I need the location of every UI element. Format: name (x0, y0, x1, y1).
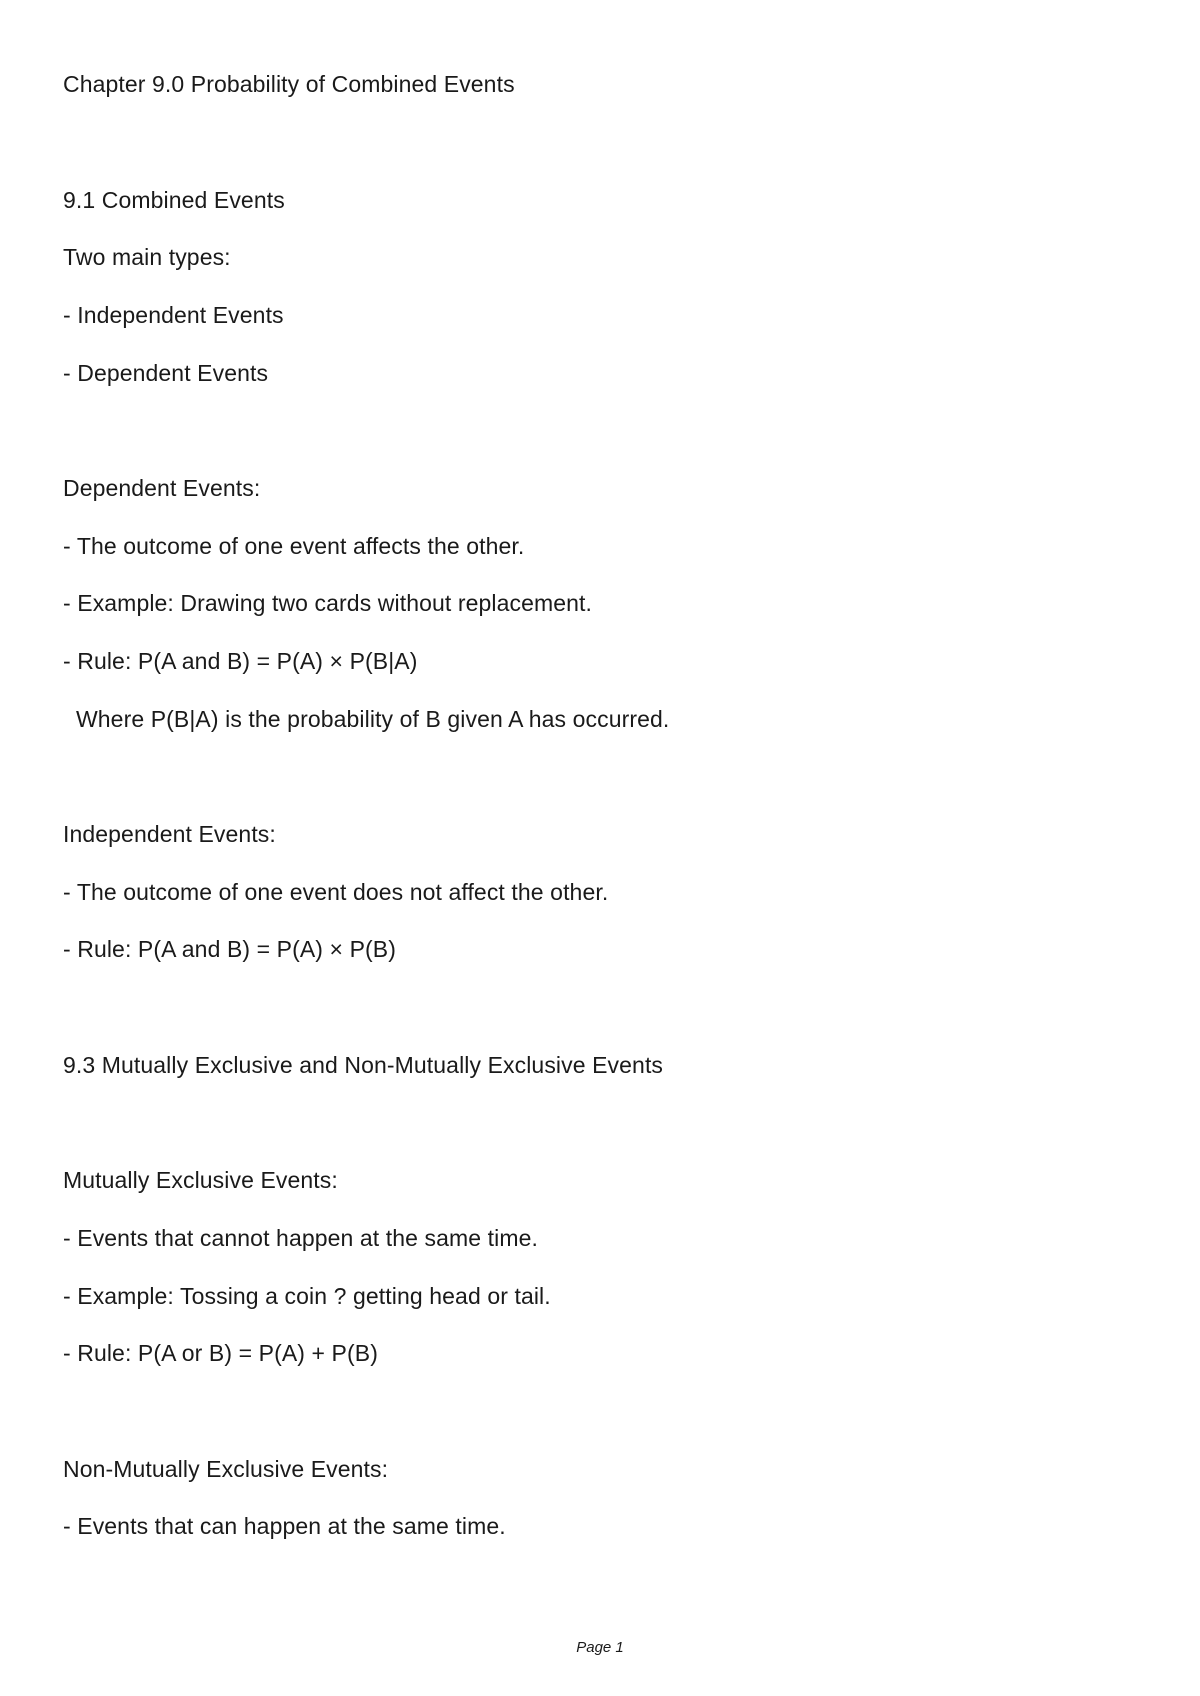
rule-line: - Rule: P(A and B) = P(A) × P(B) (63, 936, 396, 962)
section-heading: 9.1 Combined Events (63, 187, 285, 213)
note-line: Where P(B|A) is the probability of B given A has occurred. (63, 706, 670, 732)
subheading: Non-Mutually Exclusive Events: (63, 1456, 389, 1482)
rule-line: - Rule: P(A and B) = P(A) × P(B|A) (63, 648, 418, 674)
bullet-line: - Independent Events (63, 302, 284, 328)
bullet-line: - Example: Tossing a coin ? getting head or tail. (63, 1283, 551, 1309)
text-line: Two main types: (63, 244, 231, 270)
bullet-line: - Example: Drawing two cards without replacement. (63, 590, 593, 616)
chapter-title: Chapter 9.0 Probability of Combined Events (63, 71, 515, 97)
bullet-line: - The outcome of one event does not affect the other. (63, 879, 609, 905)
bullet-line: - Events that cannot happen at the same time. (63, 1225, 539, 1251)
subheading: Dependent Events: (63, 475, 261, 501)
bullet-line: - Dependent Events (63, 360, 269, 386)
bullet-line: - The outcome of one event affects the other. (63, 533, 525, 559)
bullet-line: - Events that can happen at the same time. (63, 1513, 506, 1539)
section-heading: 9.3 Mutually Exclusive and Non-Mutually Exclusive Events (63, 1052, 664, 1078)
subheading: Mutually Exclusive Events: (63, 1167, 338, 1193)
subheading: Independent Events: (63, 821, 276, 847)
rule-line: - Rule: P(A or B) = P(A) + P(B) (63, 1340, 378, 1366)
page-number: Page 1 (576, 1639, 624, 1656)
